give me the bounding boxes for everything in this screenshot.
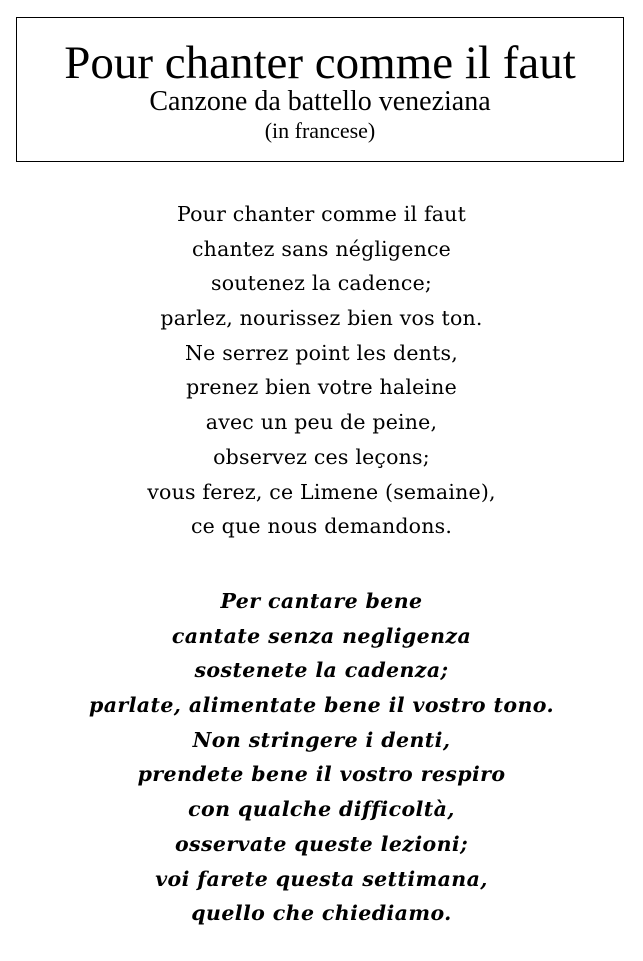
italian-line: quello che chiediamo. [191,901,452,926]
italian-line: prendete bene il vostro respiro [137,762,506,787]
french-line: prenez bien votre haleine [186,375,457,400]
italian-line: osservate queste lezioni; [174,831,469,856]
italian-stanza [0,584,643,931]
italian-line: cantate senza negligenza [171,623,472,648]
italian-line: sostenete la cadenza; [194,658,449,683]
french-line: Ne serrez point les dents, [185,340,458,365]
page-title: Pour chanter comme il faut [64,37,576,89]
french-line: observez ces leçons; [213,444,430,469]
italian-line: parlate, alimentate bene il vostro tono. [88,693,555,718]
language-note: (in francese) [264,118,376,143]
page-subtitle: Canzone da battello veneziana [149,86,491,117]
french-stanza [0,197,643,544]
french-line: parlez, nourissez bien vos ton. [160,306,483,331]
french-line: chantez sans négligence [191,236,452,261]
french-line: avec un peu de peine, [205,410,438,435]
italian-line: con qualche difficoltà, [188,797,455,822]
french-line: soutenez la cadence; [210,271,433,296]
french-line: ce que nous demandons. [190,514,453,539]
italian-line: Non stringere i denti, [192,727,451,752]
italian-line: voi farete questa settimana, [155,866,488,891]
italian-line: Per cantare bene [220,589,423,613]
french-line: vous ferez, ce Limene (semaine), [147,479,496,504]
title-box [16,17,624,162]
french-line: Pour chanter comme il faut [176,202,467,226]
